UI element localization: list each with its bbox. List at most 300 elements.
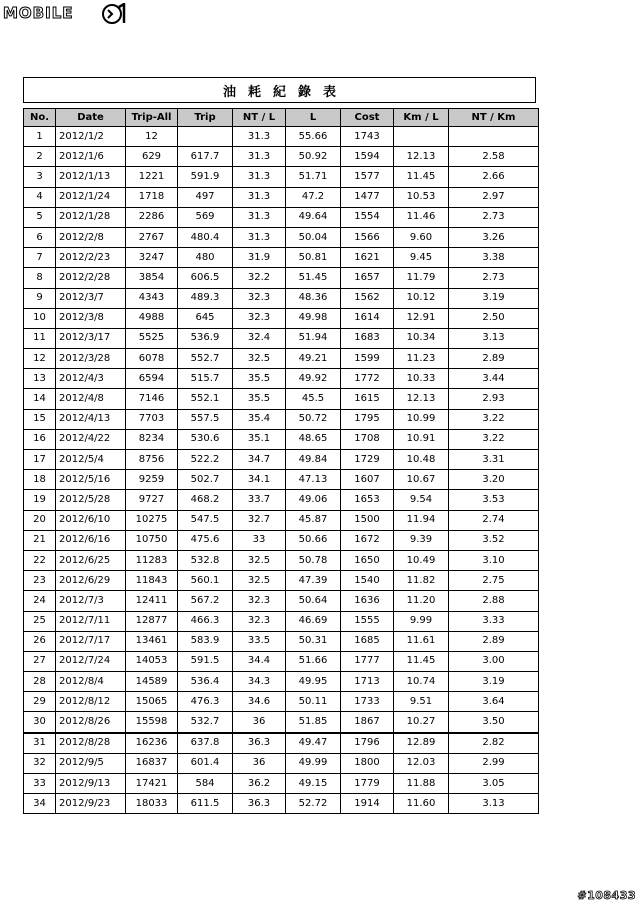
table-cell: 50.04 (286, 227, 341, 247)
table-cell: 49.95 (286, 672, 341, 692)
table-cell: 5525 (126, 328, 178, 348)
table-cell: 1477 (341, 187, 394, 207)
table-cell: 31.3 (233, 207, 286, 227)
table-cell: 468.2 (178, 490, 233, 510)
table-cell: 2286 (126, 207, 178, 227)
table-cell (449, 127, 539, 147)
table-cell: 3854 (126, 268, 178, 288)
table-cell: 3.31 (449, 450, 539, 470)
table-cell: 20 (24, 510, 56, 530)
table-cell: 34.3 (233, 672, 286, 692)
table-cell: 466.3 (178, 611, 233, 631)
table-cell: 48.36 (286, 288, 341, 308)
table-cell (178, 127, 233, 147)
table-header-row (24, 109, 539, 127)
table-cell: 31.3 (233, 127, 286, 147)
table-cell: 49.92 (286, 369, 341, 389)
table-cell: 9.54 (394, 490, 449, 510)
table-row (24, 369, 539, 389)
table-cell: 2.73 (449, 207, 539, 227)
table-cell: 522.2 (178, 450, 233, 470)
table-cell: 10.12 (394, 288, 449, 308)
table-cell: 35.4 (233, 409, 286, 429)
table-cell: 9727 (126, 490, 178, 510)
table-cell: 34.1 (233, 470, 286, 490)
table-cell: 9.45 (394, 248, 449, 268)
table-cell: 49.99 (286, 753, 341, 773)
table-cell: 12 (24, 349, 56, 369)
table-cell: 2.58 (449, 147, 539, 167)
table-cell: 9.51 (394, 692, 449, 712)
table-cell: 1683 (341, 328, 394, 348)
table-cell: 10750 (126, 530, 178, 550)
table-cell: 552.7 (178, 349, 233, 369)
table-cell: 2012/9/5 (56, 753, 126, 773)
column-header: NT / Km (449, 109, 539, 127)
table-cell: 10.53 (394, 187, 449, 207)
table-cell: 11.23 (394, 349, 449, 369)
table-cell: 14589 (126, 672, 178, 692)
table-cell: 11.20 (394, 591, 449, 611)
table-cell: 2.82 (449, 733, 539, 754)
table-cell: 617.7 (178, 147, 233, 167)
table-cell: 11.60 (394, 794, 449, 814)
table-cell: 1777 (341, 651, 394, 671)
table-cell: 1718 (126, 187, 178, 207)
column-header: NT / L (233, 109, 286, 127)
table-cell: 12.13 (394, 147, 449, 167)
table-cell: 36 (233, 712, 286, 733)
table-cell: 7 (24, 248, 56, 268)
table-cell: 23 (24, 571, 56, 591)
table-cell: 32.3 (233, 611, 286, 631)
table-cell: 46.69 (286, 611, 341, 631)
table-cell: 1540 (341, 571, 394, 591)
table-cell: 35.5 (233, 369, 286, 389)
table-cell: 515.7 (178, 369, 233, 389)
table-row (24, 611, 539, 631)
watermark-id: #108433 (577, 889, 636, 902)
table-cell: 8 (24, 268, 56, 288)
table-cell: 560.1 (178, 571, 233, 591)
table-cell: 26 (24, 631, 56, 651)
table-cell: 33.7 (233, 490, 286, 510)
table-cell: 2.99 (449, 753, 539, 773)
table-cell: 2.89 (449, 631, 539, 651)
table-cell: 31 (24, 733, 56, 754)
table-cell: 49.64 (286, 207, 341, 227)
table-cell: 2012/5/4 (56, 450, 126, 470)
table-cell: 15065 (126, 692, 178, 712)
table-cell: 2012/3/8 (56, 308, 126, 328)
table-cell: 480.4 (178, 227, 233, 247)
table-row (24, 308, 539, 328)
table-cell: 8234 (126, 429, 178, 449)
table-cell: 8756 (126, 450, 178, 470)
table-cell: 584 (178, 774, 233, 794)
table-cell: 475.6 (178, 530, 233, 550)
table-row (24, 248, 539, 268)
table-cell: 3.05 (449, 774, 539, 794)
table-cell: 2.73 (449, 268, 539, 288)
table-cell: 4988 (126, 308, 178, 328)
table-cell: 18 (24, 470, 56, 490)
table-cell: 6594 (126, 369, 178, 389)
table-cell: 30 (24, 712, 56, 733)
table-cell: 489.3 (178, 288, 233, 308)
table-cell: 4343 (126, 288, 178, 308)
table-row (24, 774, 539, 794)
table-cell: 2012/9/13 (56, 774, 126, 794)
table-cell: 1636 (341, 591, 394, 611)
table-row (24, 187, 539, 207)
table-row (24, 591, 539, 611)
table-row (24, 794, 539, 814)
table-cell: 49.84 (286, 450, 341, 470)
table-row (24, 672, 539, 692)
table-cell: 15 (24, 409, 56, 429)
table-cell: 31.3 (233, 167, 286, 187)
table-cell: 3.19 (449, 288, 539, 308)
table-cell: 11.45 (394, 651, 449, 671)
table-cell: 1599 (341, 349, 394, 369)
table-cell: 45.87 (286, 510, 341, 530)
column-header: L (286, 109, 341, 127)
table-cell: 50.31 (286, 631, 341, 651)
table-cell: 1743 (341, 127, 394, 147)
table-cell: 33.5 (233, 631, 286, 651)
table-cell: 2012/1/13 (56, 167, 126, 187)
table-cell: 6078 (126, 349, 178, 369)
table-row (24, 631, 539, 651)
table-cell: 11.88 (394, 774, 449, 794)
table-cell: 2.75 (449, 571, 539, 591)
table-cell: 2767 (126, 227, 178, 247)
table-cell: 3.53 (449, 490, 539, 510)
table-cell: 1577 (341, 167, 394, 187)
table-cell: 536.9 (178, 328, 233, 348)
table-cell: 51.66 (286, 651, 341, 671)
table-row (24, 227, 539, 247)
table-cell: 10.48 (394, 450, 449, 470)
table-cell: 3.50 (449, 712, 539, 733)
table-cell: 4 (24, 187, 56, 207)
table-cell: 33 (233, 530, 286, 550)
table-row (24, 753, 539, 773)
table-cell: 11.82 (394, 571, 449, 591)
table-row (24, 530, 539, 550)
table-row (24, 349, 539, 369)
table-cell: 637.8 (178, 733, 233, 754)
table-cell: 50.81 (286, 248, 341, 268)
table-cell: 1914 (341, 794, 394, 814)
table-cell: 2012/4/8 (56, 389, 126, 409)
table-row (24, 389, 539, 409)
table-row (24, 712, 539, 733)
table-cell: 9.39 (394, 530, 449, 550)
table-cell: 45.5 (286, 389, 341, 409)
table-cell: 1729 (341, 450, 394, 470)
table-cell: 16 (24, 429, 56, 449)
table-cell: 52.72 (286, 794, 341, 814)
table-cell: 11.61 (394, 631, 449, 651)
table-cell: 27 (24, 651, 56, 671)
table-cell: 3.22 (449, 429, 539, 449)
logo-mark-icon (100, 3, 126, 25)
table-cell: 9.99 (394, 611, 449, 631)
table-cell: 51.71 (286, 167, 341, 187)
table-cell: 11843 (126, 571, 178, 591)
table-cell: 13461 (126, 631, 178, 651)
table-cell: 36.3 (233, 794, 286, 814)
table-cell: 629 (126, 147, 178, 167)
table-cell: 3.33 (449, 611, 539, 631)
table-cell: 6 (24, 227, 56, 247)
table-cell: 12.91 (394, 308, 449, 328)
table-cell: 1607 (341, 470, 394, 490)
table-cell: 10.91 (394, 429, 449, 449)
table-cell: 2.93 (449, 389, 539, 409)
table-cell: 14 (24, 389, 56, 409)
table-cell: 10.27 (394, 712, 449, 733)
table-cell: 17 (24, 450, 56, 470)
table-cell: 532.8 (178, 550, 233, 570)
table-cell: 12411 (126, 591, 178, 611)
table-cell: 1554 (341, 207, 394, 227)
table-cell: 1500 (341, 510, 394, 530)
table-cell: 31.3 (233, 227, 286, 247)
table-cell: 10.34 (394, 328, 449, 348)
table-row (24, 692, 539, 712)
table-cell: 3.20 (449, 470, 539, 490)
table-cell: 47.2 (286, 187, 341, 207)
table-cell: 34.7 (233, 450, 286, 470)
table-cell: 2012/9/23 (56, 794, 126, 814)
table-cell: 3.13 (449, 328, 539, 348)
table-cell: 2012/5/28 (56, 490, 126, 510)
table-row (24, 328, 539, 348)
table-row (24, 268, 539, 288)
table-cell: 12877 (126, 611, 178, 631)
column-header: Date (56, 109, 126, 127)
table-cell: 2012/1/28 (56, 207, 126, 227)
table-cell: 3.22 (449, 409, 539, 429)
table-cell: 497 (178, 187, 233, 207)
table-cell: 1713 (341, 672, 394, 692)
table-cell: 2012/3/17 (56, 328, 126, 348)
table-cell: 47.39 (286, 571, 341, 591)
table-cell: 32.3 (233, 288, 286, 308)
table-cell: 2012/4/13 (56, 409, 126, 429)
table-cell: 14053 (126, 651, 178, 671)
table-cell: 29 (24, 692, 56, 712)
table-cell: 7146 (126, 389, 178, 409)
table-cell: 10.74 (394, 672, 449, 692)
table-cell: 2012/6/16 (56, 530, 126, 550)
table-cell: 2012/7/3 (56, 591, 126, 611)
table-cell: 22 (24, 550, 56, 570)
table-cell: 2.66 (449, 167, 539, 187)
table-cell: 1685 (341, 631, 394, 651)
table-row (24, 733, 539, 754)
table-cell: 601.4 (178, 753, 233, 773)
table-cell: 13 (24, 369, 56, 389)
table-cell: 2012/4/3 (56, 369, 126, 389)
table-cell: 31.3 (233, 147, 286, 167)
fuel-log-table (23, 108, 539, 814)
table-cell: 24 (24, 591, 56, 611)
table-cell: 1672 (341, 530, 394, 550)
table-cell: 11.79 (394, 268, 449, 288)
table-cell: 15598 (126, 712, 178, 733)
table-cell: 32.3 (233, 591, 286, 611)
table-cell: 35.1 (233, 429, 286, 449)
table-cell: 10.33 (394, 369, 449, 389)
table-cell: 2012/8/12 (56, 692, 126, 712)
table-cell: 480 (178, 248, 233, 268)
table-cell: 1621 (341, 248, 394, 268)
table-cell: 611.5 (178, 794, 233, 814)
table-row (24, 147, 539, 167)
table-cell: 591.9 (178, 167, 233, 187)
column-header: Trip (178, 109, 233, 127)
table-title-box (23, 77, 536, 103)
table-cell: 2012/8/4 (56, 672, 126, 692)
table-cell: 2012/6/29 (56, 571, 126, 591)
table-cell: 36.3 (233, 733, 286, 754)
table-cell: 2012/1/6 (56, 147, 126, 167)
table-cell: 47.13 (286, 470, 341, 490)
table-title: 油耗紀錄表 (222, 84, 348, 100)
table-cell: 2.97 (449, 187, 539, 207)
table-cell: 1772 (341, 369, 394, 389)
table-cell: 3.00 (449, 651, 539, 671)
table-row (24, 207, 539, 227)
table-cell: 1594 (341, 147, 394, 167)
table-row (24, 450, 539, 470)
table-cell: 2012/2/28 (56, 268, 126, 288)
column-header: Km / L (394, 109, 449, 127)
table-cell: 567.2 (178, 591, 233, 611)
table-cell: 33 (24, 774, 56, 794)
table-row (24, 550, 539, 570)
table-cell: 2012/8/26 (56, 712, 126, 733)
table-row (24, 510, 539, 530)
table-cell: 49.06 (286, 490, 341, 510)
table-cell: 2.74 (449, 510, 539, 530)
table-cell: 552.1 (178, 389, 233, 409)
table-cell: 49.21 (286, 349, 341, 369)
table-cell: 3.64 (449, 692, 539, 712)
table-cell: 1650 (341, 550, 394, 570)
table-cell: 32.7 (233, 510, 286, 530)
table-cell: 2012/5/16 (56, 470, 126, 490)
table-cell: 476.3 (178, 692, 233, 712)
table-cell: 34.6 (233, 692, 286, 712)
table-cell: 17421 (126, 774, 178, 794)
table-cell: 50.78 (286, 550, 341, 570)
table-cell: 19 (24, 490, 56, 510)
table-cell: 28 (24, 672, 56, 692)
table-cell: 1555 (341, 611, 394, 631)
table-cell: 1566 (341, 227, 394, 247)
table-row (24, 409, 539, 429)
logo-text: MOBILE (3, 4, 74, 22)
table-cell: 34.4 (233, 651, 286, 671)
table-row (24, 571, 539, 591)
table-cell: 2012/7/17 (56, 631, 126, 651)
table-cell (394, 127, 449, 147)
table-cell: 11 (24, 328, 56, 348)
table-cell: 2.50 (449, 308, 539, 328)
mobile01-logo (3, 3, 127, 25)
table-cell: 16837 (126, 753, 178, 773)
table-cell: 32.3 (233, 308, 286, 328)
table-row (24, 651, 539, 671)
table-cell: 1708 (341, 429, 394, 449)
table-cell: 51.94 (286, 328, 341, 348)
table-cell: 55.66 (286, 127, 341, 147)
table-cell: 530.6 (178, 429, 233, 449)
table-row (24, 288, 539, 308)
table-cell: 21 (24, 530, 56, 550)
table-cell: 532.7 (178, 712, 233, 733)
table-cell: 12.89 (394, 733, 449, 754)
table-cell: 49.15 (286, 774, 341, 794)
table-cell: 547.5 (178, 510, 233, 530)
table-cell: 51.45 (286, 268, 341, 288)
table-row (24, 490, 539, 510)
table-cell: 2012/7/24 (56, 651, 126, 671)
table-cell: 11283 (126, 550, 178, 570)
table-row (24, 127, 539, 147)
table-cell: 583.9 (178, 631, 233, 651)
table-cell: 10.99 (394, 409, 449, 429)
table-cell: 3247 (126, 248, 178, 268)
table-cell: 11.46 (394, 207, 449, 227)
table-cell: 2012/6/10 (56, 510, 126, 530)
column-header: No. (24, 109, 56, 127)
table-cell: 2012/4/22 (56, 429, 126, 449)
table-cell: 2012/1/2 (56, 127, 126, 147)
table-cell: 557.5 (178, 409, 233, 429)
table-cell: 32.5 (233, 571, 286, 591)
table-cell: 3.44 (449, 369, 539, 389)
table-cell: 591.5 (178, 651, 233, 671)
column-header: Cost (341, 109, 394, 127)
table-cell: 18033 (126, 794, 178, 814)
table-cell: 9.60 (394, 227, 449, 247)
table-cell: 32.5 (233, 550, 286, 570)
table-cell: 1800 (341, 753, 394, 773)
table-cell: 12 (126, 127, 178, 147)
table-cell: 50.66 (286, 530, 341, 550)
table-cell: 10 (24, 308, 56, 328)
table-cell: 1614 (341, 308, 394, 328)
table-cell: 1795 (341, 409, 394, 429)
table-cell: 3.10 (449, 550, 539, 570)
table-cell: 3.19 (449, 672, 539, 692)
table-cell: 645 (178, 308, 233, 328)
table-cell: 36.2 (233, 774, 286, 794)
table-cell: 2012/2/8 (56, 227, 126, 247)
table-cell: 3.13 (449, 794, 539, 814)
table-cell: 49.47 (286, 733, 341, 754)
table-row (24, 470, 539, 490)
table-cell: 1796 (341, 733, 394, 754)
table-cell: 502.7 (178, 470, 233, 490)
table-cell: 9259 (126, 470, 178, 490)
